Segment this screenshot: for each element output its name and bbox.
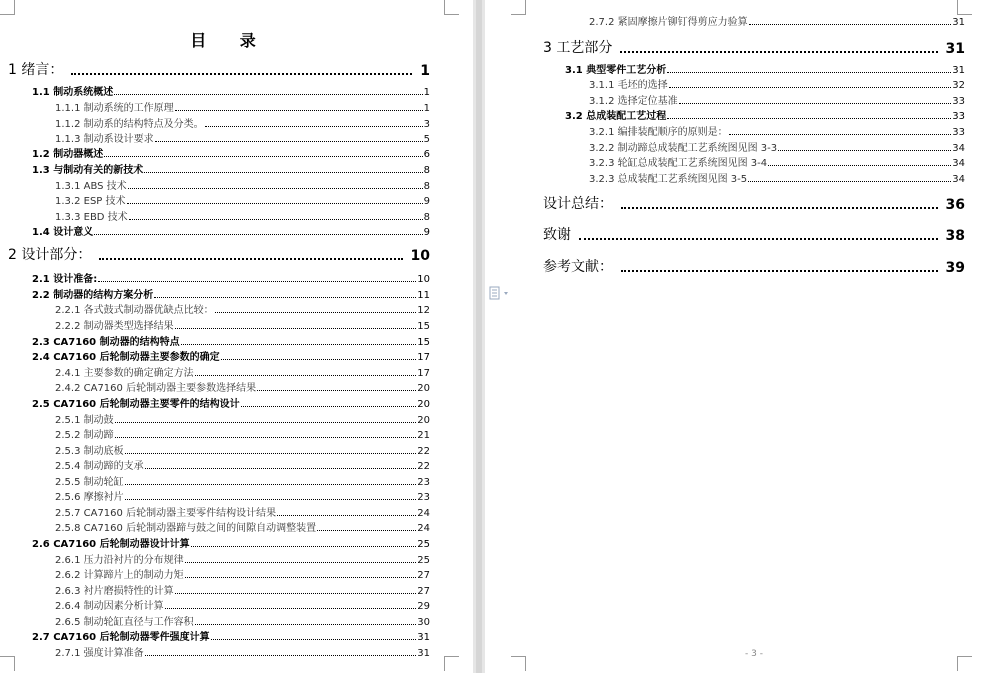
toc-entry-label: 设计总结：	[543, 196, 613, 212]
toc-entry-page: 22	[417, 446, 430, 457]
toc-entry-page: 20	[417, 399, 430, 410]
dot-leader	[221, 358, 417, 360]
toc-entry-label: 2.4.2 CA7160 后轮制动器主要参数选择结果	[55, 383, 257, 394]
crop-mark	[444, 0, 459, 15]
dot-leader	[145, 654, 417, 656]
toc-title: 目 录	[190, 31, 270, 50]
toc-entry-level2[interactable]	[32, 629, 430, 643]
dot-leader	[125, 483, 417, 485]
toc-entry-label: 2 设计部分：	[8, 247, 92, 263]
dot-leader	[175, 592, 417, 594]
toc-entry-page: 31	[952, 65, 965, 76]
toc-entry-page: 34	[952, 174, 965, 185]
dot-leader	[211, 638, 417, 640]
dot-leader	[125, 452, 417, 454]
toc-entry-page: 31	[952, 17, 965, 28]
toc-entry-label: 1 绪言：	[8, 62, 64, 78]
crop-mark	[444, 656, 459, 671]
toc-entry-label: 3.1.1 毛坯的选择	[589, 80, 668, 91]
toc-entry-level2[interactable]	[32, 536, 430, 550]
toc-entry-page: 23	[417, 477, 430, 488]
toc-entry-label: 3.2.2 制动蹄总成装配工艺系统图见图 3-3	[589, 143, 778, 154]
vertical-scrollbar[interactable]	[476, 0, 482, 673]
toc-entry-page: 24	[417, 508, 430, 519]
toc-entry-level3[interactable]	[55, 209, 430, 223]
toc-entry-label: 2.7.2 紧固摩擦片铆钉得剪应力验算	[589, 17, 748, 28]
toc-entry-level3[interactable]	[55, 598, 430, 612]
toc-entry-level3[interactable]	[55, 583, 430, 597]
toc-entry-page: 1	[420, 63, 430, 79]
dot-leader	[748, 180, 951, 182]
toc-entry-level2[interactable]	[32, 84, 430, 98]
paste-options-icon[interactable]	[489, 286, 511, 300]
dot-leader	[620, 50, 937, 53]
dot-leader	[191, 545, 417, 547]
toc-entry-level3[interactable]	[55, 412, 430, 426]
toc-entry-level3[interactable]	[55, 100, 430, 114]
toc-entry-page: 36	[945, 197, 965, 213]
toc-entry-page: 12	[417, 305, 430, 316]
toc-entry-label: 1.1.1 制动系统的工作原理	[55, 103, 174, 114]
toc-entry-page: 10	[410, 248, 430, 264]
toc-entry-label: 2.6.5 制动轮缸直径与工作容积	[55, 617, 194, 628]
toc-entry-label: 2.5.6 摩擦衬片	[55, 492, 124, 503]
dot-leader	[729, 133, 952, 135]
toc-entry-page: 33	[952, 111, 965, 122]
toc-entry-label: 3 工艺部分	[543, 40, 613, 56]
toc-entry-label: 2.3 CA7160 制动器的结构特点	[32, 337, 180, 348]
document-page-right	[485, 0, 996, 673]
toc-entry-level1[interactable]	[543, 193, 965, 213]
toc-entry-page: 29	[417, 601, 430, 612]
toc-entry-label: 1.4 设计意义	[32, 227, 94, 238]
toc-entry-page: 33	[952, 96, 965, 107]
toc-entry-page: 1	[423, 87, 430, 98]
dot-leader	[175, 109, 423, 111]
toc-entry-level3[interactable]	[589, 14, 965, 28]
toc-entry-page: 11	[417, 290, 430, 301]
dot-leader	[181, 343, 417, 345]
toc-entry-level1[interactable]	[543, 256, 965, 276]
toc-entry-label: 2.5.4 制动蹄的支承	[55, 461, 144, 472]
toc-entry-page: 25	[417, 555, 430, 566]
dot-leader	[317, 529, 416, 531]
toc-entry-page: 31	[417, 632, 430, 643]
dot-leader	[154, 296, 416, 298]
crop-mark	[957, 0, 972, 15]
dot-leader	[144, 171, 422, 173]
toc-entry-level3[interactable]	[55, 520, 430, 534]
toc-entry-label: 2.5.5 制动轮缸	[55, 477, 124, 488]
toc-entry-label: 3.2.3 轮缸总成装配工艺系统图见图 3-4	[589, 158, 768, 169]
toc-entry-page: 27	[417, 570, 430, 581]
dot-leader	[778, 149, 951, 151]
toc-entry-label: 致谢	[543, 227, 571, 243]
toc-entry-label: 2.7 CA7160 后轮制动器零件强度计算	[32, 632, 210, 643]
dot-leader	[185, 561, 417, 563]
toc-entry-page: 6	[423, 149, 430, 160]
toc-entry-level2[interactable]	[32, 146, 430, 160]
toc-entry-page: 20	[417, 383, 430, 394]
toc-entry-level2[interactable]	[32, 334, 430, 348]
toc-entry-page: 25	[417, 539, 430, 550]
toc-entry-level3[interactable]	[55, 380, 430, 394]
crop-mark	[511, 656, 526, 671]
toc-entry-level3[interactable]	[589, 140, 965, 154]
toc-entry-level1[interactable]	[543, 224, 965, 244]
toc-entry-level3[interactable]	[55, 645, 430, 659]
toc-entry-page: 22	[417, 461, 430, 472]
toc-entry-level2[interactable]	[32, 271, 430, 285]
toc-entry-page: 17	[417, 352, 430, 363]
dot-leader	[185, 576, 417, 578]
dot-leader	[277, 514, 416, 516]
toc-entry-label: 2.6.3 衬片磨损特性的计算	[55, 586, 174, 597]
toc-entry-level3[interactable]	[55, 458, 430, 472]
toc-entry-label: 2.6.1 压力沿衬片的分布规律	[55, 555, 184, 566]
toc-entry-label: 2.1 设计准备:	[32, 274, 98, 285]
toc-entry-label: 2.5.1 制动鼓	[55, 415, 114, 426]
crop-mark	[957, 656, 972, 671]
toc-entry-page: 8	[423, 181, 430, 192]
toc-entry-page: 34	[952, 143, 965, 154]
toc-entry-level3[interactable]	[55, 193, 430, 207]
page-number: - 3 -	[745, 649, 763, 659]
toc-entry-level3[interactable]	[55, 365, 430, 379]
toc-entry-level3[interactable]	[589, 93, 965, 107]
dot-leader	[215, 311, 417, 313]
toc-entry-label: 3.2.3 总成装配工艺系统图见图 3-5	[589, 174, 748, 185]
dot-leader	[99, 257, 402, 260]
dot-leader	[94, 233, 422, 235]
toc-entry-level3[interactable]	[55, 131, 430, 145]
dot-leader	[98, 280, 416, 282]
toc-entry-level1[interactable]	[8, 244, 430, 264]
toc-entry-page: 31	[945, 41, 965, 57]
toc-entry-level3[interactable]	[589, 155, 965, 169]
toc-entry-label: 2.2.1 各式鼓式制动器优缺点比较：	[55, 305, 214, 316]
toc-entry-level3[interactable]	[55, 552, 430, 566]
toc-entry-label: 2.2.2 制动器类型选择结果	[55, 321, 174, 332]
toc-entry-level1[interactable]	[8, 59, 430, 79]
toc-entry-level3[interactable]	[55, 567, 430, 581]
toc-entry-level2[interactable]	[32, 224, 430, 238]
toc-entry-label: 1.1.2 制动系的结构特点及分类。	[55, 119, 204, 130]
dot-leader	[115, 436, 417, 438]
toc-entry-page: 17	[417, 368, 430, 379]
toc-entry-label: 2.6.2 计算蹄片上的制动力矩	[55, 570, 184, 581]
toc-entry-level2[interactable]	[32, 396, 430, 410]
toc-entry-page: 8	[423, 212, 430, 223]
dot-leader	[621, 206, 938, 209]
toc-entry-label: 1.3.2 ESP 技术	[55, 196, 126, 207]
dot-leader	[104, 155, 422, 157]
dot-leader	[155, 140, 423, 142]
dot-leader	[195, 623, 417, 625]
toc-entry-label: 1.3.3 EBD 技术	[55, 212, 128, 223]
toc-entry-page: 15	[417, 337, 430, 348]
toc-entry-level2[interactable]	[32, 349, 430, 363]
dot-leader	[175, 327, 417, 329]
toc-entry-page: 9	[423, 227, 430, 238]
toc-entry-label: 3.2 总成装配工艺过程	[565, 111, 667, 122]
toc-entry-level3[interactable]	[55, 474, 430, 488]
dot-leader	[205, 125, 423, 127]
toc-entry-label: 3.2.1 编排装配顺序的原则是：	[589, 127, 728, 138]
toc-entry-label: 1.1 制动系统概述	[32, 87, 114, 98]
toc-entry-page: 39	[945, 260, 965, 276]
toc-entry-page: 30	[417, 617, 430, 628]
toc-entry-page: 24	[417, 523, 430, 534]
toc-entry-level3[interactable]	[589, 124, 965, 138]
dot-leader	[679, 102, 952, 104]
toc-entry-label: 3.1.2 选择定位基准	[589, 96, 678, 107]
toc-entry-page: 34	[952, 158, 965, 169]
toc-entry-label: 1.2 制动器概述	[32, 149, 104, 160]
crop-mark	[0, 656, 15, 671]
toc-entry-label: 2.6 CA7160 后轮制动器设计计算	[32, 539, 190, 550]
toc-entry-level2[interactable]	[565, 108, 965, 122]
toc-entry-level3[interactable]	[55, 116, 430, 130]
dot-leader	[579, 237, 938, 240]
toc-entry-level3[interactable]	[55, 443, 430, 457]
toc-entry-page: 20	[417, 415, 430, 426]
dot-leader	[667, 71, 951, 73]
crop-mark	[511, 0, 526, 15]
dot-leader	[669, 86, 952, 88]
dot-leader	[768, 164, 951, 166]
toc-entry-label: 参考文献：	[543, 259, 613, 275]
toc-entry-level1[interactable]	[543, 37, 965, 57]
dot-leader	[115, 421, 417, 423]
toc-entry-label: 2.5.7 CA7160 后轮制动器主要零件结构设计结果	[55, 508, 277, 519]
toc-entry-label: 2.5.3 制动底板	[55, 446, 124, 457]
toc-entry-label: 2.5 CA7160 后轮制动器主要零件的结构设计	[32, 399, 240, 410]
toc-entry-label: 2.2 制动器的结构方案分析	[32, 290, 154, 301]
toc-entry-level3[interactable]	[55, 614, 430, 628]
toc-entry-level3[interactable]	[55, 302, 430, 316]
toc-entry-level3[interactable]	[55, 505, 430, 519]
toc-entry-label: 1.3 与制动有关的新技术	[32, 165, 144, 176]
toc-entry-page: 9	[423, 196, 430, 207]
toc-entry-label: 2.5.2 制动蹄	[55, 430, 114, 441]
toc-entry-page: 8	[423, 165, 430, 176]
toc-entry-page: 10	[417, 274, 430, 285]
toc-entry-page: 15	[417, 321, 430, 332]
toc-entry-page: 32	[952, 80, 965, 91]
dot-leader	[114, 93, 422, 95]
dot-leader	[257, 389, 416, 391]
toc-entry-label: 2.6.4 制动因素分析计算	[55, 601, 164, 612]
dot-leader	[71, 72, 412, 75]
toc-entry-label: 3.1 典型零件工艺分析	[565, 65, 667, 76]
dot-leader	[127, 202, 423, 204]
dot-leader	[749, 23, 952, 25]
toc-entry-label: 2.7.1 强度计算准备	[55, 648, 144, 659]
toc-entry-level3[interactable]	[55, 489, 430, 503]
toc-entry-level3[interactable]	[55, 178, 430, 192]
dot-leader	[667, 117, 951, 119]
dot-leader	[165, 607, 417, 609]
dot-leader	[125, 498, 417, 500]
toc-entry-label: 2.5.8 CA7160 后轮制动器蹄与鼓之间的间隙自动调整装置	[55, 523, 317, 534]
toc-entry-level2[interactable]	[565, 62, 965, 76]
toc-entry-page: 21	[417, 430, 430, 441]
crop-mark	[0, 0, 15, 15]
dot-leader	[621, 269, 938, 272]
dot-leader	[145, 467, 417, 469]
toc-entry-level3[interactable]	[589, 77, 965, 91]
dot-leader	[241, 405, 417, 407]
toc-entry-label: 2.4 CA7160 后轮制动器主要参数的确定	[32, 352, 220, 363]
dot-leader	[195, 374, 417, 376]
toc-entry-page: 5	[423, 134, 430, 145]
dot-leader	[129, 218, 423, 220]
document-page-left	[0, 0, 473, 673]
toc-entry-page: 31	[417, 648, 430, 659]
dot-leader	[128, 187, 423, 189]
toc-entry-page: 38	[945, 228, 965, 244]
toc-entry-page: 33	[952, 127, 965, 138]
toc-entry-level2[interactable]	[32, 162, 430, 176]
toc-entry-page: 3	[423, 119, 430, 130]
toc-entry-page: 27	[417, 586, 430, 597]
toc-entry-level3[interactable]	[55, 427, 430, 441]
toc-entry-page: 23	[417, 492, 430, 503]
toc-entry-page: 1	[423, 103, 430, 114]
toc-entry-level3[interactable]	[55, 318, 430, 332]
toc-entry-level2[interactable]	[32, 287, 430, 301]
toc-entry-label: 1.1.3 制动系设计要求	[55, 134, 154, 145]
toc-entry-label: 1.3.1 ABS 技术	[55, 181, 127, 192]
toc-entry-label: 2.4.1 主要参数的确定确定方法	[55, 368, 194, 379]
toc-entry-level3[interactable]	[589, 171, 965, 185]
